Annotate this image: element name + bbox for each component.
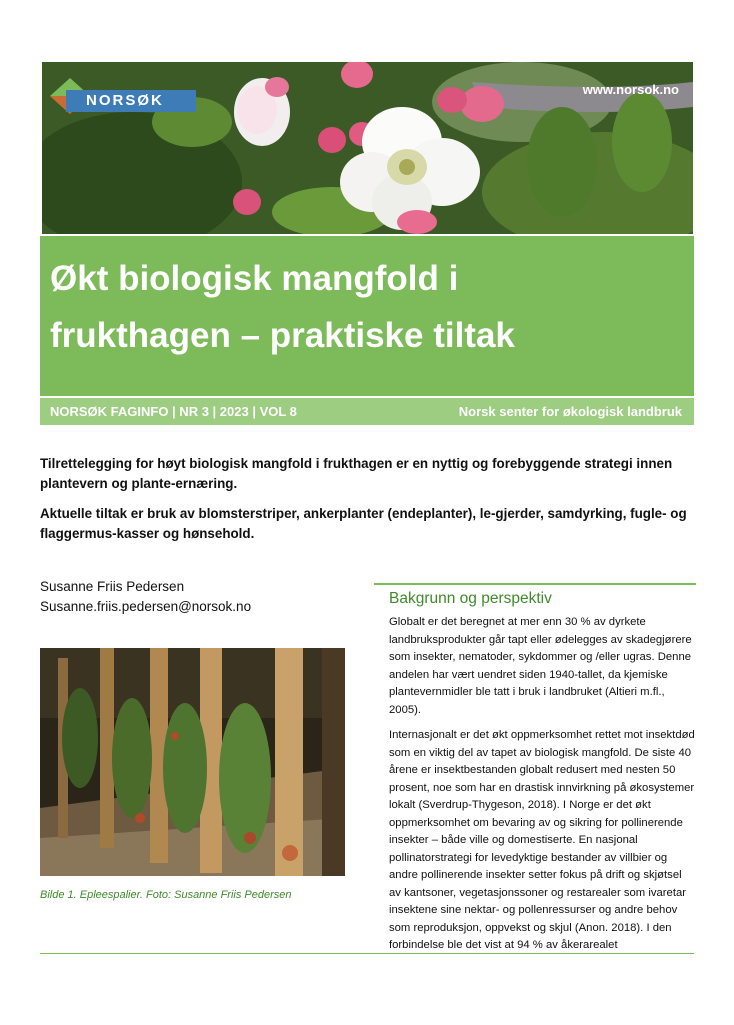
bottom-divider (40, 953, 694, 954)
body-paragraph-1: Globalt er det beregnet at mer enn 30 % av dyrkete landbruksprodukter går tapt eller ødelegges av skadegjørere som insekter, nematoder, sykdommer og /eller ugras. Denne andelen har vært uendret siden 1940-tallet, da kjemiske plantevernmidler ble tatt i bruk i landbruket (Altieri m.fl., 2005). (389, 616, 692, 716)
author-name: Susanne Friis Pedersen (40, 579, 185, 594)
orchard-photo (40, 648, 345, 876)
issue-bar (40, 398, 694, 425)
section-divider (374, 583, 696, 585)
title-line-1: Økt biologisk mangfold i (50, 259, 459, 298)
author-email[interactable]: Susanne.friis.pedersen@norsok.no (40, 599, 252, 614)
organization-name: Norsk senter for økologisk landbruk (458, 404, 682, 419)
issue-info: NORSØK FAGINFO | NR 3 | 2023 | VOL 8 (50, 404, 297, 419)
intro-paragraph-2: Aktuelle tiltak er bruk av blomsterstriper, ankerplanter (endeplanter), le-gjerder, samdyrking, fugle- og flaggermus-kasser og hønsehold. (40, 506, 687, 541)
website-url[interactable]: www.norsok.no (582, 82, 679, 97)
page-title (50, 250, 684, 364)
photo-caption: Bilde 1. Epleespalier. Foto: Susanne Friis Pedersen (40, 889, 292, 901)
header-photo (42, 62, 693, 234)
body-paragraph-2: Internasjonalt er det økt oppmerksomhet rettet mot insektdød som en viktig del av tapet av biologisk mangfold. De siste 40 årene er insektbestanden globalt redusert med nesten 50 prosent, noe som har en drastisk innvirkning på økosystemer lokalt (Sverdrup-Thygeson, 2018). I Norge er det økt oppmerksomhet om bevaring av og sikring for pollinerende insekter – både ville og domestiserte. En nasjonal pollinatorstrategi for levedyktige bestander av villbier og andre pollinerende insekter setter fokus på drift og skjøtsel av kantsoner, vegetasjonssoner og restarealer som ivaretar insektene sine nektar- og pollenressurser og andre behov som reproduksjon, oppvekst og skjul (Anon. 2018). I den forbindelse ble det vist at 94 % av åkerarealet (389, 729, 695, 951)
section-heading: Bakgrunn og perspektiv (389, 590, 552, 607)
logo-text: NORSØK (86, 92, 164, 109)
title-banner (40, 236, 694, 396)
title-line-2: frukthagen – praktiske tiltak (50, 316, 515, 355)
norsok-logo (46, 80, 196, 114)
espalier-image (40, 648, 345, 876)
intro-paragraph-1: Tilrettelegging for høyt biologisk mangfold i frukthagen er en nyttig og forebyggende strategi innen plantevern og plante-ernæring. (40, 456, 673, 491)
